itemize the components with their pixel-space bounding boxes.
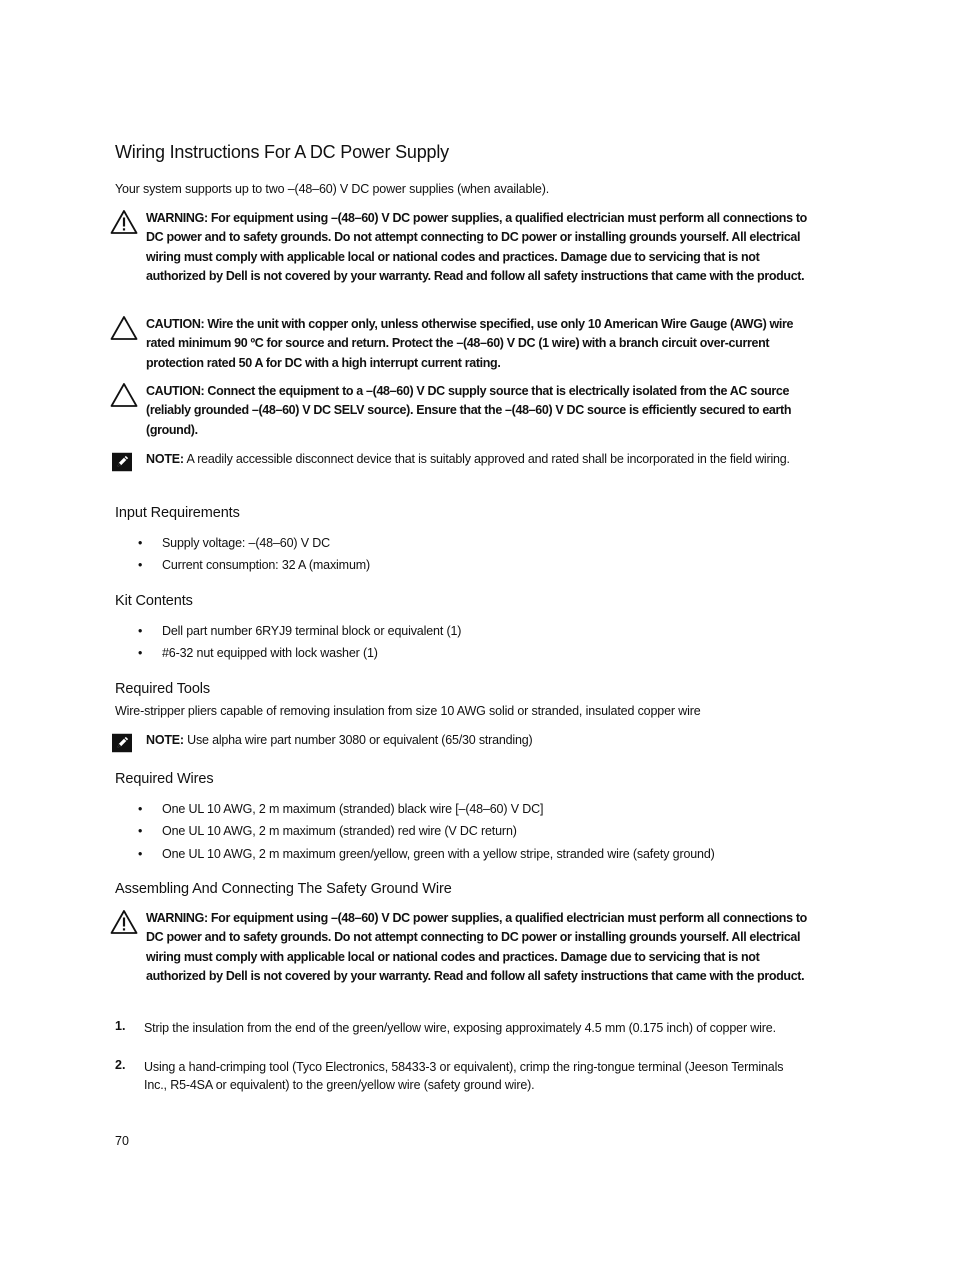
note-label: NOTE: xyxy=(146,733,184,747)
warning-notice xyxy=(110,209,820,286)
page-number: 70 xyxy=(115,1134,129,1148)
section-heading-assembling: Assembling And Connecting The Safety Ground Wire xyxy=(115,881,452,897)
note-text xyxy=(146,450,820,469)
list-item: • One UL 10 AWG, 2 m maximum (stranded) red wire (V DC return) xyxy=(138,824,517,838)
note-pencil-icon xyxy=(111,452,133,472)
list-item: • One UL 10 AWG, 2 m maximum (stranded) black wire [–(48–60) V DC] xyxy=(138,802,544,816)
bullet-icon: • xyxy=(138,646,143,660)
note-notice xyxy=(110,731,820,750)
step-text: Using a hand-crimping tool (Tyco Electronics, 58433-3 or equivalent), crimp the ring-tongue terminal (Jeeson Terminals Inc., R5-4SA or equivalent) to the green/yellow wire (safety ground wire). xyxy=(144,1060,784,1092)
bullet-icon: • xyxy=(138,824,143,838)
caution-text: CAUTION: Wire the unit with copper only, unless otherwise specified, use only 10 American Wire Gauge (AWG) wire rated minimum 90 ºC for source and return. Protect the –(48–60) V DC (1 wire) with a branch circuit over-current protection rated 50 A for DC with a high interrupt current rating. xyxy=(146,317,794,370)
note-body: Use alpha wire part number 3080 or equivalent (65/30 stranding) xyxy=(183,733,533,747)
kit-contents-list xyxy=(138,624,838,668)
bullet-icon: • xyxy=(138,624,143,638)
section-heading-input-requirements: Input Requirements xyxy=(115,505,240,521)
caution-triangle-icon xyxy=(110,315,138,341)
caution-notice xyxy=(110,315,820,373)
input-requirements-list xyxy=(138,536,838,580)
bullet-icon: • xyxy=(138,536,143,550)
warning-text: WARNING: For equipment using –(48–60) V DC power supplies, a qualified electrician must perform all connections to DC power and to safety grounds. Do not attempt connecting to DC power or installing grounds yourself. All electrical wiring must comply with applicable local or national codes and practices. Damage due to servicing that is not authorized by Dell is not covered by your warranty. Read and follow all safety instructions that came with the product. xyxy=(146,911,807,983)
step-text: Strip the insulation from the end of the green/yellow wire, exposing approximately 4.5 mm (0.175 inch) of copper wire. xyxy=(144,1021,776,1035)
caution-text: CAUTION: Connect the equipment to a –(48–60) V DC supply source that is electrically isolated from the AC source (reliably grounded –(48–60) V DC SELV source). Ensure that the –(48–60) V DC source is efficiently secured to earth (ground). xyxy=(146,384,792,437)
note-pencil-icon xyxy=(111,733,133,753)
step-number: 2. xyxy=(115,1058,126,1072)
list-item: • Current consumption: 32 A (maximum) xyxy=(138,558,371,572)
page-title: Wiring Instructions For A DC Power Supply xyxy=(115,142,449,162)
warning-triangle-icon xyxy=(110,909,138,935)
warning-notice xyxy=(110,909,820,986)
note-body: A readily accessible disconnect device that is suitably approved and rated shall be incorporated in the field wiring. xyxy=(183,452,790,466)
section-heading-required-wires: Required Wires xyxy=(115,771,214,787)
section-heading-kit-contents: Kit Contents xyxy=(115,593,193,609)
step-number: 1. xyxy=(115,1019,126,1033)
bullet-icon: • xyxy=(138,558,143,572)
caution-notice xyxy=(110,382,820,440)
required-tools-text: Wire-stripper pliers capable of removing insulation from size 10 AWG solid or stranded, insulated copper wire xyxy=(115,704,701,718)
bullet-icon: • xyxy=(138,847,143,861)
warning-text: WARNING: For equipment using –(48–60) V DC power supplies, a qualified electrician must perform all connections to DC power and to safety grounds. Do not attempt connecting to DC power or installing grounds yourself. All electrical wiring must comply with applicable local or national codes and practices. Damage due to servicing that is not authorized by Dell is not covered by your warranty. Read and follow all safety instructions that came with the product. xyxy=(146,211,807,283)
required-wires-list xyxy=(138,802,838,869)
note-label: NOTE: xyxy=(146,452,184,466)
note-text xyxy=(146,731,820,750)
note-notice xyxy=(110,450,820,469)
bullet-icon: • xyxy=(138,802,143,816)
intro-paragraph: Your system supports up to two –(48–60) V DC power supplies (when available). xyxy=(115,182,550,196)
step-item xyxy=(115,1019,805,1037)
warning-triangle-icon xyxy=(110,209,138,235)
step-item xyxy=(115,1058,805,1094)
list-item: • Supply voltage: –(48–60) V DC xyxy=(138,536,330,550)
list-item: • One UL 10 AWG, 2 m maximum green/yellow, green with a yellow stripe, stranded wire (safety ground) xyxy=(138,847,715,861)
section-heading-required-tools: Required Tools xyxy=(115,681,211,697)
list-item: • #6-32 nut equipped with lock washer (1) xyxy=(138,646,378,660)
caution-triangle-icon xyxy=(110,382,138,408)
list-item: • Dell part number 6RYJ9 terminal block or equivalent (1) xyxy=(138,624,462,638)
